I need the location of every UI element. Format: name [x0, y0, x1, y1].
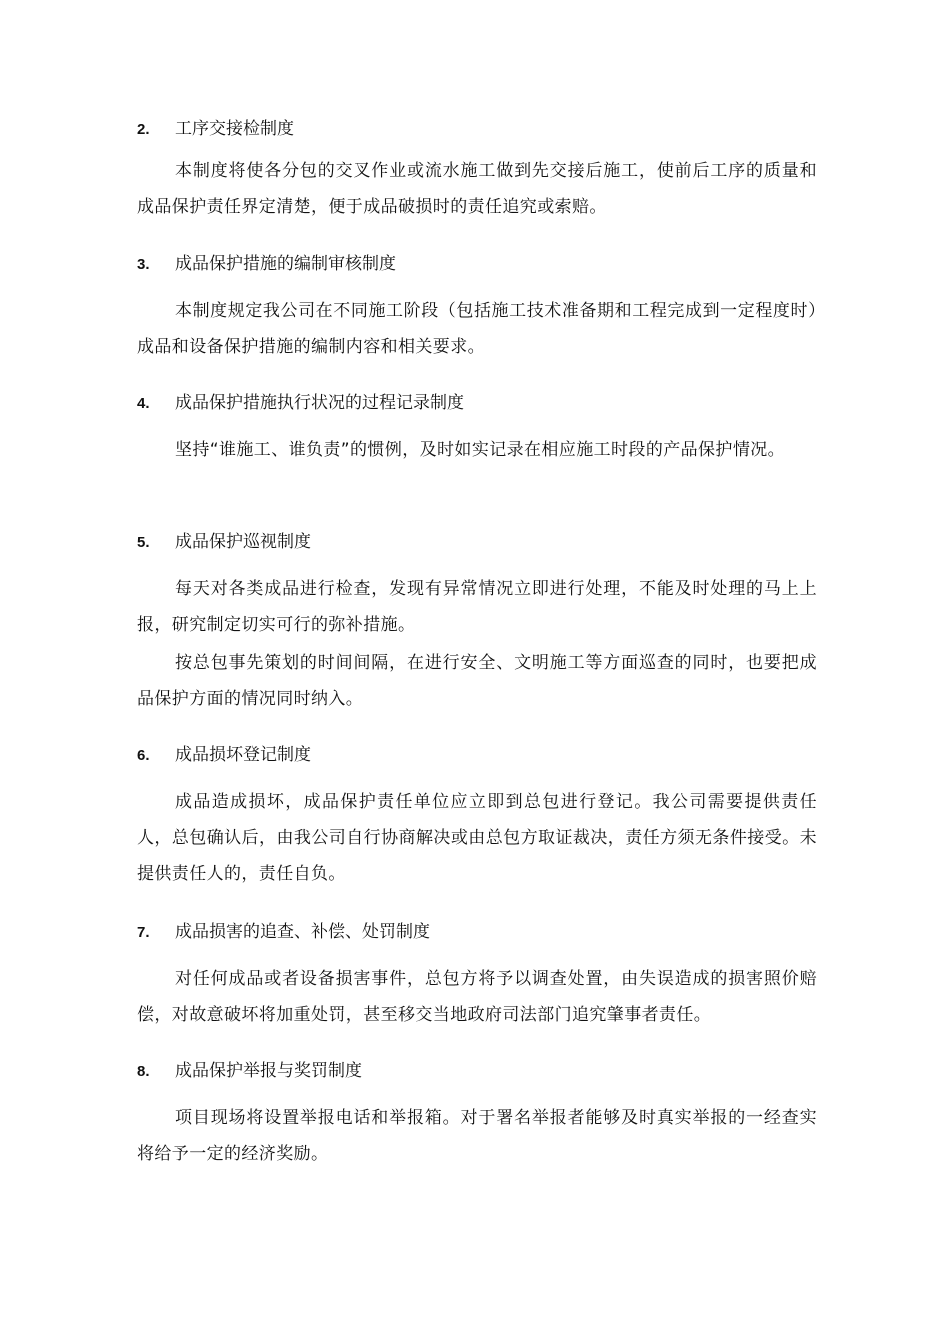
section-number: 6.: [137, 747, 150, 764]
section-heading: [137, 118, 294, 141]
section-heading: [137, 253, 396, 276]
section-paragraph: 每天对各类成品进行检查，发现有异常情况立即进行处理，不能及时处理的马上上报，研究制定切实可行的弥补措施。: [137, 579, 817, 635]
section-paragraph: 项目现场将设置举报电话和举报箱。对于署名举报者能够及时真实举报的一经查实将给予一定的经济奖励。: [137, 1108, 817, 1164]
section-heading: [137, 921, 430, 944]
section-title: 成品保护措施的编制审核制度: [175, 254, 396, 274]
section-title: 成品损害的追查、补偿、处罚制度: [175, 922, 430, 942]
section-title: 成品损坏登记制度: [175, 745, 311, 765]
section-title: 成品保护巡视制度: [175, 532, 311, 552]
section-paragraph: 按总包事先策划的时间间隔，在进行安全、文明施工等方面巡查的同时，也要把成品保护方面的情况同时纳入。: [137, 653, 817, 709]
section-title: 成品保护举报与奖罚制度: [175, 1061, 362, 1081]
section-paragraph: 成品造成损坏，成品保护责任单位应立即到总包进行登记。我公司需要提供责任人，总包确认后，由我公司自行协商解决或由总包方取证裁决，责任方须无条件接受。未提供责任人的，责任自负。: [137, 792, 817, 884]
section-number: 4.: [137, 395, 150, 412]
section-number: 7.: [137, 924, 150, 941]
section-heading: [137, 392, 464, 415]
section-number: 3.: [137, 256, 150, 273]
section-paragraph: 本制度将使各分包的交叉作业或流水施工做到先交接后施工，使前后工序的质量和成品保护责任界定清楚，便于成品破损时的责任追究或索赔。: [137, 161, 817, 217]
section-title: 成品保护措施执行状况的过程记录制度: [175, 393, 464, 413]
section-number: 2.: [137, 121, 150, 138]
section-heading: [137, 744, 311, 767]
section-paragraph: 对任何成品或者设备损害事件，总包方将予以调查处置，由失误造成的损害照价赔偿，对故意破坏将加重处罚，甚至移交当地政府司法部门追究肇事者责任。: [137, 969, 817, 1025]
section-paragraph: 坚持“谁施工、谁负责”的惯例，及时如实记录在相应施工时段的产品保护情况。: [175, 440, 786, 460]
section-heading: [137, 1060, 362, 1083]
section-number: 5.: [137, 534, 150, 551]
section-paragraph: 本制度规定我公司在不同施工阶段（包括施工技术准备期和工程完成到一定程度时）成品和设备保护措施的编制内容和相关要求。: [137, 301, 817, 357]
section-title: 工序交接检制度: [175, 119, 294, 139]
section-heading: [137, 531, 311, 554]
section-number: 8.: [137, 1063, 150, 1080]
